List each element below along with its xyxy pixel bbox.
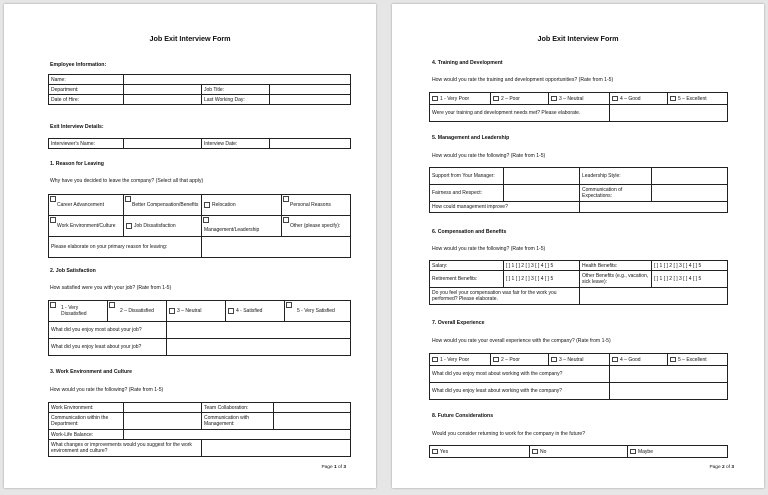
reason-elaborate-field[interactable] (202, 237, 351, 258)
page-prefix: Page (321, 465, 334, 470)
cb-salary-label: Salary: (430, 261, 504, 271)
td-option-3[interactable] (549, 93, 610, 105)
option-label: Relocation (211, 202, 236, 208)
ox-option-1[interactable] (430, 354, 491, 366)
section-2-question: How satisfied were you with your job? (Rate from 1-5) (50, 285, 172, 291)
checkbox-icon[interactable] (283, 217, 289, 223)
td-needs-field[interactable] (610, 105, 728, 122)
employee-info-table (48, 74, 351, 105)
checkbox-icon[interactable] (532, 449, 538, 455)
js-least-field[interactable] (167, 339, 351, 356)
we-changes-field[interactable] (202, 440, 351, 457)
td-option-4[interactable] (610, 93, 668, 105)
we-env-label: Work Environment: (49, 403, 124, 413)
option-label: 1 - Very Poor (439, 95, 470, 102)
ox-option-2[interactable] (491, 354, 549, 366)
reason-career-option[interactable] (49, 195, 124, 216)
checkbox-icon[interactable] (493, 357, 499, 363)
we-team-field[interactable] (274, 403, 351, 413)
cb-salary-scale[interactable]: [ ] 1 [ ] 2 [ ] 3 [ ] 4 [ ] 5 (504, 261, 580, 271)
option-label: Other (please specify): (290, 223, 341, 229)
option-label: 5 - Very Satisfied (297, 308, 335, 314)
job-title-field[interactable] (270, 85, 351, 95)
name-label: Name: (49, 75, 124, 85)
checkbox-icon[interactable] (286, 302, 292, 308)
section-5-question: How would you rate the following? (Rate from 1-5) (432, 153, 546, 159)
page-total: 3 (731, 465, 734, 470)
option-label: Management/Leadership (204, 226, 260, 233)
compensation-table (429, 260, 728, 305)
page-prefix: Page (709, 465, 722, 470)
option-label: Better Compensation/Benefits (132, 202, 199, 208)
reason-table (48, 194, 351, 258)
section-6-heading: 6. Compensation and Benefits (432, 229, 507, 235)
option-label: 5 – Excellent (677, 95, 707, 102)
ml-improve-field[interactable] (580, 202, 728, 213)
option-label: 4 - Satisfied (235, 308, 263, 314)
date-of-hire-field[interactable] (124, 95, 202, 105)
last-working-day-label: Last Working Day: (202, 95, 270, 105)
js-option-4[interactable] (226, 301, 285, 322)
page-2 (392, 4, 764, 488)
future-yes-option[interactable] (430, 446, 530, 458)
reason-relocation-option[interactable] (202, 195, 282, 216)
checkbox-icon[interactable] (670, 96, 676, 102)
checkbox-icon[interactable] (228, 308, 234, 314)
td-option-5[interactable] (668, 93, 728, 105)
we-comm-mgmt-field[interactable] (274, 413, 351, 430)
checkbox-icon[interactable] (50, 302, 56, 308)
overall-table (429, 353, 728, 400)
reason-elaborate-label: Please elaborate on your primary reason for leaving: (49, 237, 202, 258)
option-label: Maybe (637, 448, 653, 455)
page-footer (709, 465, 734, 470)
option-label: Yes (439, 448, 449, 455)
cb-fair-label: Do you feel your compensation was fair for the work you performed? Please elaborate. (430, 288, 580, 305)
section-6-question: How would you rate the following? (Rate from 1-5) (432, 246, 546, 252)
checkbox-icon[interactable] (109, 302, 115, 308)
page-number: 1 (333, 465, 337, 470)
page-of: of (724, 465, 732, 470)
job-title-label: Job Title: (202, 85, 270, 95)
checkbox-icon[interactable] (432, 96, 438, 102)
exit-details-heading: Exit Interview Details: (50, 124, 104, 130)
option-label: 4 – Good (619, 356, 641, 363)
checkbox-icon[interactable] (612, 357, 618, 363)
checkbox-icon[interactable] (612, 96, 618, 102)
interviewer-name-label: Interviewer's Name: (49, 139, 124, 149)
reason-personal-option[interactable] (282, 195, 351, 216)
section-3-question: How would you rate the following? (Rate from 1-5) (50, 387, 164, 393)
js-least-label: What did you enjoy least about your job? (49, 339, 167, 356)
checkbox-icon[interactable] (283, 196, 289, 202)
page-of: of (336, 465, 344, 470)
checkbox-icon[interactable] (203, 217, 209, 223)
section-2-heading: 2. Job Satisfaction (50, 268, 96, 274)
section-8-question: Would you consider returning to work for the company in the future? (432, 431, 586, 437)
interview-date-field[interactable] (270, 139, 351, 149)
ml-comm-field[interactable] (652, 185, 728, 202)
cb-health-label: Health Benefits: (580, 261, 652, 271)
checkbox-icon[interactable] (551, 357, 557, 363)
ox-most-label: What did you enjoy most about working with the company? (430, 366, 610, 383)
cb-other-label: Other Benefits (e.g., vacation, sick leave): (580, 271, 652, 288)
js-most-field[interactable] (167, 322, 351, 339)
option-label: 3 – Neutral (558, 95, 584, 102)
checkbox-icon[interactable] (630, 449, 636, 455)
ml-style-field[interactable] (652, 168, 728, 185)
section-3-heading: 3. Work Environment and Culture (50, 369, 133, 375)
page-total: 3 (343, 465, 346, 470)
ox-least-field[interactable] (610, 383, 728, 400)
cb-fair-field[interactable] (580, 288, 728, 305)
future-no-option[interactable] (530, 446, 628, 458)
ml-fair-field[interactable] (504, 185, 580, 202)
td-option-2[interactable] (491, 93, 549, 105)
ox-least-label: What did you enjoy least about working with the company? (430, 383, 610, 400)
ox-most-field[interactable] (610, 366, 728, 383)
page-footer (321, 465, 346, 470)
page-number: 2 (721, 465, 725, 470)
we-changes-label: What changes or improvements would you suggest for the work environment and culture? (49, 440, 202, 457)
checkbox-icon[interactable] (50, 217, 56, 223)
checkbox-icon[interactable] (432, 449, 438, 455)
checkbox-icon[interactable] (125, 196, 131, 202)
future-table (429, 445, 728, 458)
js-option-1[interactable] (49, 301, 108, 322)
checkbox-icon[interactable] (493, 96, 499, 102)
training-table (429, 92, 728, 122)
checkbox-icon[interactable] (204, 202, 210, 208)
interview-date-label: Interview Date: (202, 139, 270, 149)
employee-info-heading: Employee Information: (50, 62, 107, 68)
cb-retire-label: Retirement Benefits: (430, 271, 504, 288)
section-1-question: Why have you decided to leave the company? (Select all that apply) (50, 178, 204, 184)
ml-improve-label: How could management improve? (430, 202, 580, 213)
department-field[interactable] (124, 85, 202, 95)
section-4-question: How would you rate the training and development opportunities? (Rate from 1-5) (432, 77, 614, 83)
section-4-heading: 4. Training and Development (432, 60, 503, 66)
td-needs-label: Were your training and development needs met? Please elaborate. (430, 105, 610, 122)
cb-retire-scale[interactable]: [ ] 1 [ ] 2 [ ] 3 [ ] 4 [ ] 5 (504, 271, 580, 288)
we-comm-dept-label: Communication within the Department: (49, 413, 124, 430)
option-label: 1 - Very Dissatisfied (61, 305, 87, 317)
reason-work-env-option[interactable] (49, 216, 124, 237)
page-1 (4, 4, 376, 488)
section-1-heading: 1. Reason for Leaving (50, 161, 104, 167)
reason-mgmt-option[interactable] (202, 216, 282, 237)
section-7-question: How would you rate your overall experience with the company? (Rate from 1-5) (432, 338, 611, 344)
reason-other-option[interactable] (282, 216, 351, 237)
we-comm-dept-field[interactable] (124, 413, 202, 430)
reason-better-comp-option[interactable] (124, 195, 202, 216)
ox-option-4[interactable] (610, 354, 668, 366)
option-label: 3 – Neutral (176, 308, 202, 314)
checkbox-icon[interactable] (169, 308, 175, 314)
work-env-table (48, 402, 351, 457)
future-maybe-option[interactable] (628, 446, 728, 458)
option-label: 4 – Good (619, 95, 641, 102)
we-env-field[interactable] (124, 403, 202, 413)
option-label: 1 - Very Poor (439, 356, 470, 363)
checkbox-icon[interactable] (126, 223, 132, 229)
ml-style-label: Leadership Style: (580, 168, 652, 185)
option-label: 2 – Dissatisfied (120, 308, 154, 314)
option-label: Career Advancement (57, 202, 104, 208)
js-option-3[interactable] (167, 301, 226, 322)
cb-other-scale[interactable]: [ ] 1 [ ] 2 [ ] 3 [ ] 4 [ ] 5 (652, 271, 728, 288)
section-8-heading: 8. Future Considerations (432, 413, 494, 419)
reason-job-dis-option[interactable] (124, 216, 202, 237)
option-label: 2 – Poor (500, 356, 520, 363)
checkbox-icon[interactable] (50, 196, 56, 202)
ml-comm-label: Communication of Expectations: (580, 185, 652, 202)
interviewer-name-field[interactable] (124, 139, 202, 149)
ml-support-label: Support from Your Manager: (430, 168, 504, 185)
ml-support-field[interactable] (504, 168, 580, 185)
we-wlb-label: Work-Life Balance: (49, 430, 124, 440)
cb-health-scale[interactable]: [ ] 1 [ ] 2 [ ] 3 [ ] 4 [ ] 5 (652, 261, 728, 271)
we-comm-mgmt-label: Communication with Management: (202, 413, 274, 430)
job-satisfaction-table (48, 300, 351, 356)
exit-details-table (48, 138, 351, 149)
option-label: Personal Reasons (290, 202, 331, 208)
management-table (429, 167, 728, 213)
js-most-label: What did you enjoy most about your job? (49, 322, 167, 339)
checkbox-icon[interactable] (670, 357, 676, 363)
ox-option-5[interactable] (668, 354, 728, 366)
page-title: Job Exit Interview Form (537, 34, 619, 43)
checkbox-icon[interactable] (551, 96, 557, 102)
option-label: 2 – Poor (500, 95, 520, 102)
option-label: Work Environment/Culture (57, 223, 116, 229)
section-7-heading: 7. Overall Experience (432, 320, 485, 326)
option-label: 5 – Excellent (677, 356, 707, 363)
date-of-hire-label: Date of Hire: (49, 95, 124, 105)
js-option-5[interactable] (285, 301, 351, 322)
ml-fair-label: Fairness and Respect: (430, 185, 504, 202)
option-label: Job Dissatisfaction (133, 223, 176, 229)
page-title: Job Exit Interview Form (149, 34, 231, 43)
section-5-heading: 5. Management and Leadership (432, 135, 510, 141)
td-option-1[interactable] (430, 93, 491, 105)
option-label: 3 – Neutral (558, 356, 584, 363)
last-working-day-field[interactable] (270, 95, 351, 105)
option-label: No (539, 448, 547, 455)
js-option-2[interactable] (108, 301, 167, 322)
name-field[interactable] (124, 75, 351, 85)
checkbox-icon[interactable] (432, 357, 438, 363)
we-wlb-field[interactable] (124, 430, 351, 440)
department-label: Department: (49, 85, 124, 95)
ox-option-3[interactable] (549, 354, 610, 366)
we-team-label: Team Collaboration: (202, 403, 274, 413)
